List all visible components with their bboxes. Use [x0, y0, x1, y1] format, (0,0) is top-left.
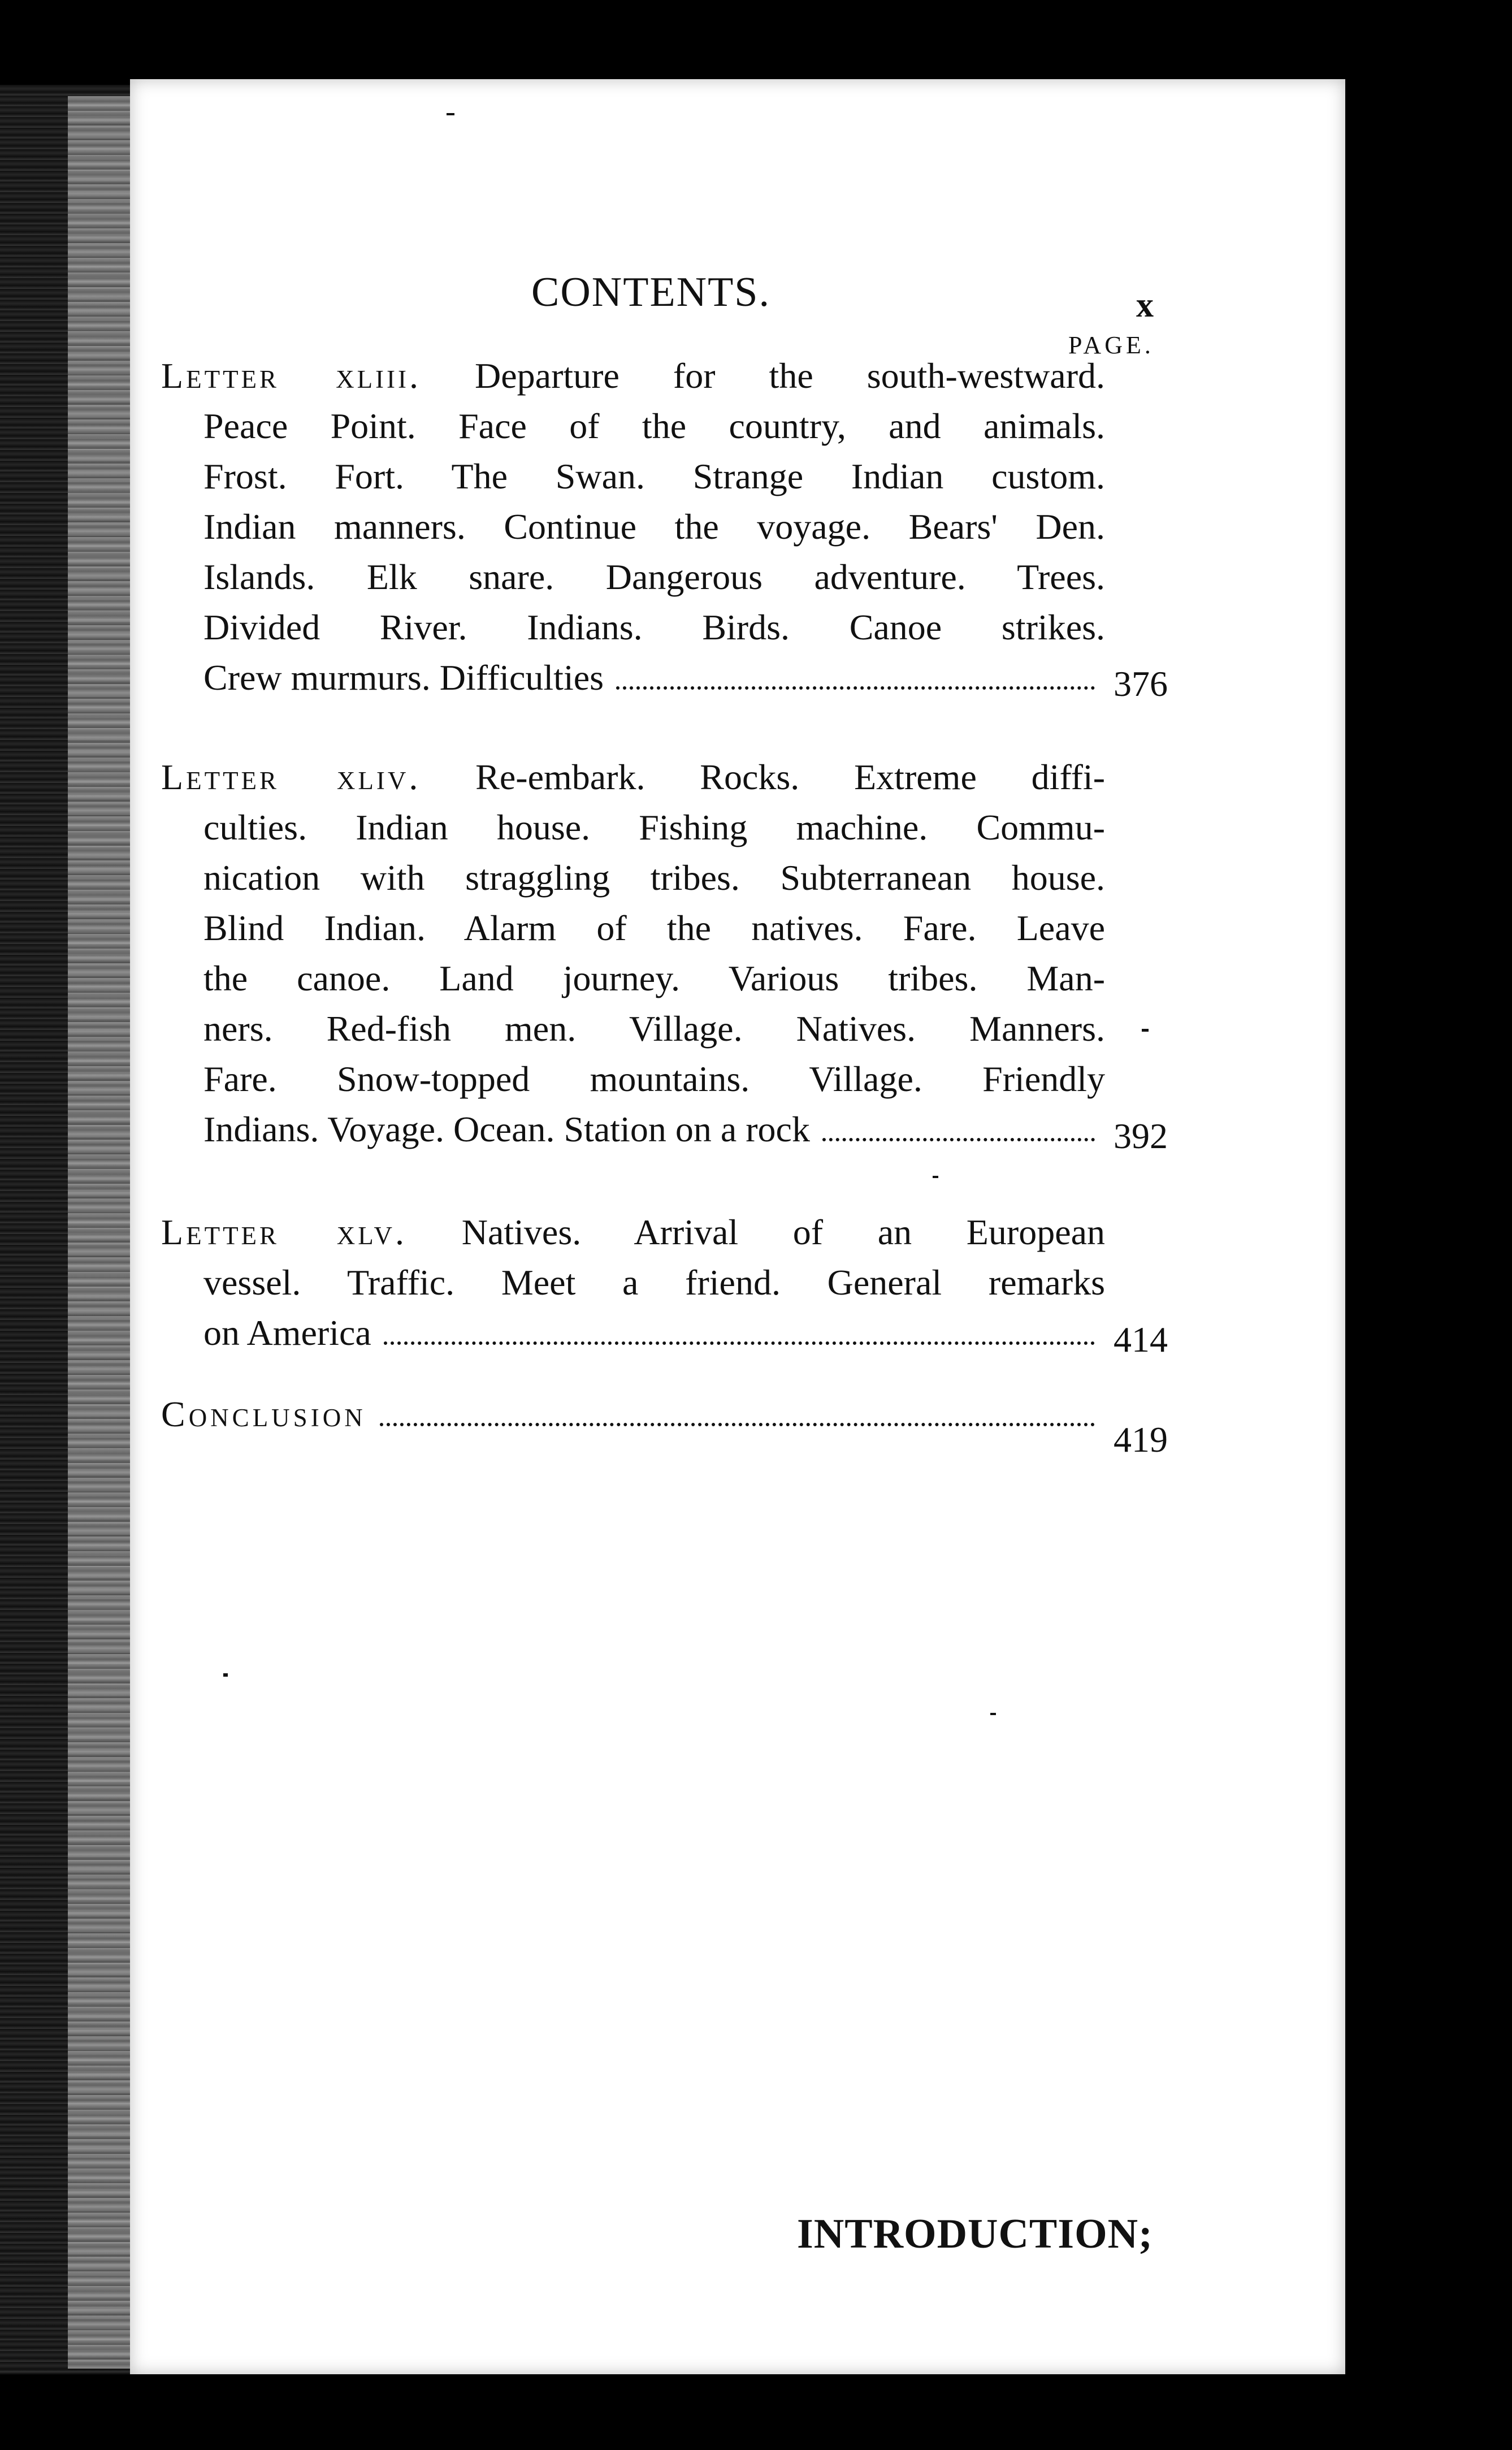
scan-speck	[990, 1713, 996, 1715]
dot-leader	[380, 1423, 1095, 1426]
toc-line: Indian manners. Continue the voyage. Bears' Den.	[203, 507, 1105, 547]
contents-heading: CONTENTS.	[531, 269, 770, 315]
toc-line-text: Indians. Voyage. Ocean. Station on a rock	[203, 1109, 810, 1149]
letter-label: Letter xliii.	[161, 356, 422, 396]
toc-line: Fare. Snow-topped mountains. Village. Friendly	[203, 1059, 1105, 1099]
toc-line-text: on America	[203, 1313, 371, 1353]
letter-label: Letter xliv.	[161, 757, 421, 797]
toc-line-text: Natives. Arrival of an European	[461, 1212, 1106, 1252]
toc-entry-letter-45	[161, 1207, 1105, 1358]
toc-line	[161, 1207, 1105, 1257]
conclusion-label: Conclusion	[161, 1394, 366, 1434]
page-column-label: PAGE.	[1068, 331, 1154, 359]
toc-entry-letter-44	[161, 752, 1105, 1154]
toc-line: Frost. Fort. The Swan. Strange Indian custom.	[203, 456, 1105, 496]
dot-leader	[616, 686, 1095, 690]
dot-leader	[384, 1341, 1095, 1345]
toc-line: the canoe. Land journey. Various tribes. Man-	[203, 958, 1105, 998]
toc-page-number: 392	[1114, 1116, 1168, 1156]
toc-line: Peace Point. Face of the country, and animals.	[203, 406, 1105, 446]
toc-page-number: 414	[1114, 1319, 1168, 1360]
letter-label: Letter xlv.	[161, 1212, 408, 1252]
toc-line: Blind Indian. Alarm of the natives. Fare. Leave	[203, 908, 1105, 948]
toc-line: culties. Indian house. Fishing machine. Commu-	[203, 807, 1105, 847]
catchword: INTRODUCTION;	[797, 2211, 1153, 2257]
toc-line	[161, 752, 1105, 802]
scan-speck	[1142, 1029, 1149, 1032]
scan-speck	[447, 113, 454, 115]
toc-page-number: 419	[1114, 1419, 1168, 1460]
toc-line: nication with straggling tribes. Subterranean house.	[203, 858, 1105, 898]
toc-line	[161, 350, 1105, 401]
toc-entry-conclusion	[161, 1393, 1105, 1435]
toc-line: Islands. Elk snare. Dangerous adventure. Trees.	[203, 557, 1105, 597]
toc-line-with-leader	[161, 652, 1105, 703]
toc-line-text: Re-embark. Rocks. Extreme diffi-	[475, 757, 1106, 797]
toc-line-with-leader	[161, 1308, 1105, 1358]
toc-line-with-leader	[161, 1104, 1105, 1154]
toc-line-text: Crew murmurs. Difficulties	[203, 657, 604, 698]
scan-speck	[933, 1176, 938, 1178]
toc-line: ners. Red-fish men. Village. Natives. Manners.	[203, 1008, 1105, 1049]
toc-line: vessel. Traffic. Meet a friend. General remarks	[203, 1262, 1105, 1302]
dot-leader	[822, 1138, 1095, 1141]
scan-speck	[223, 1673, 228, 1677]
toc-entry-letter-43	[161, 350, 1105, 703]
toc-line-text: Departure for the south-westward.	[475, 356, 1105, 396]
toc-page-number: 376	[1114, 664, 1168, 704]
roman-page-number: x	[1136, 286, 1154, 324]
toc-line: Divided River. Indians. Birds. Canoe strikes.	[203, 607, 1105, 647]
